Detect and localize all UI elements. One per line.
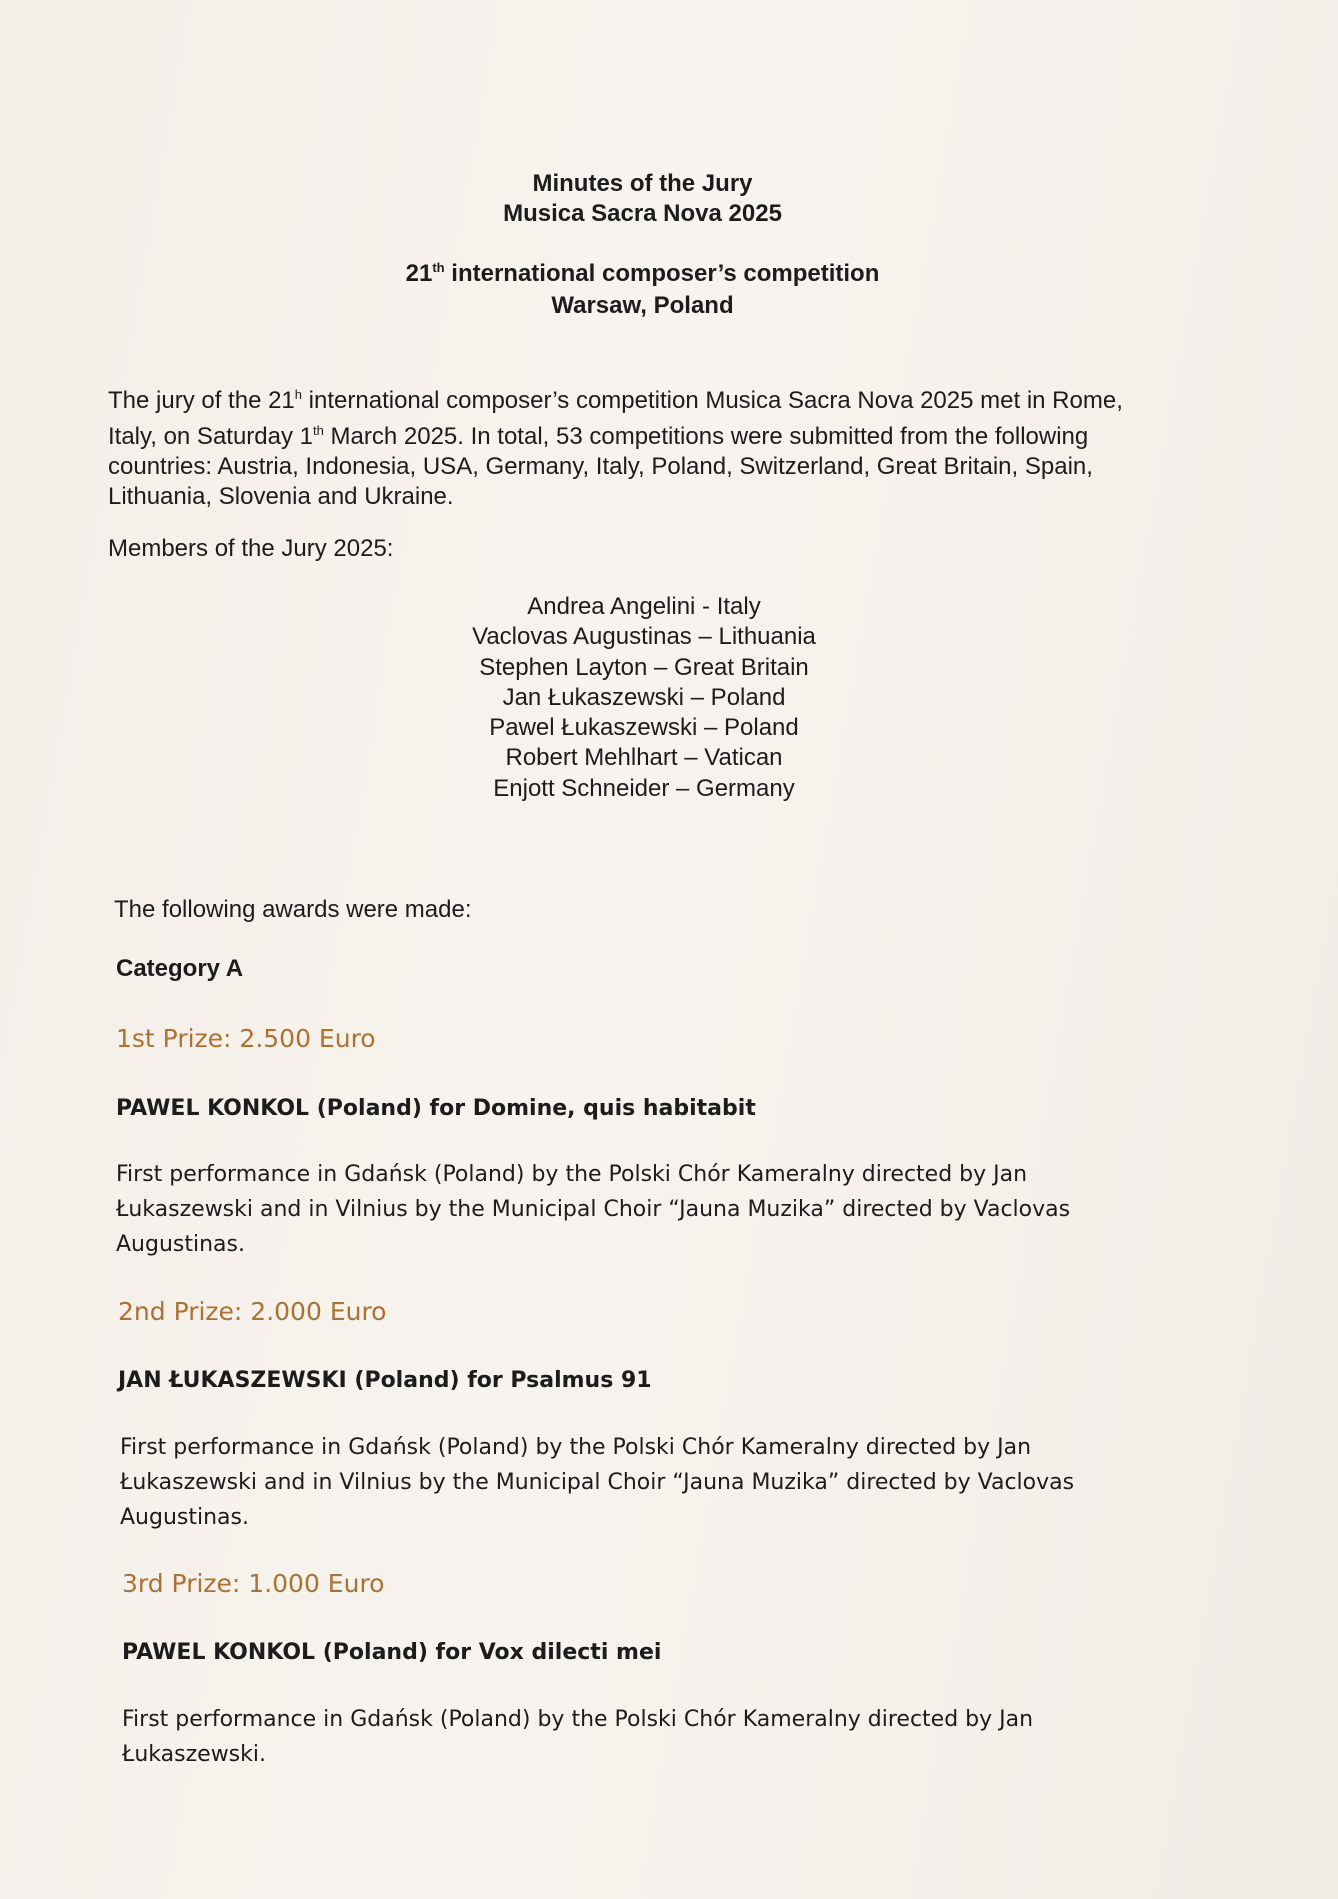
- competition-ordinal: th: [432, 260, 445, 275]
- performance-line: First performance in Gdańsk (Poland) by the Polski Chór Kameralny directed by Jan: [120, 1435, 1032, 1460]
- prize-winner-1: PAWEL KONKOL (Poland) for Domine, quis habitabit: [116, 1096, 756, 1121]
- intro-sup-a: h: [294, 387, 303, 402]
- prize-performance-3: [122, 1702, 1142, 1772]
- jury-member: Pawel Łukaszewski – Poland: [489, 714, 799, 742]
- competition-line: [0, 260, 1285, 288]
- jury-member: Andrea Angelini - Italy: [527, 593, 761, 620]
- prize-performance-1: [116, 1157, 1136, 1262]
- intro-part-c: March 2025. In total, 53 competitions were submitted from the following countries: Austria, Indonesia, USA, Germany, Italy, Poland, Switzerland, Great Britain, Spain, Lithuania, Slovenia and Ukraine.: [108, 423, 1093, 510]
- prize-winner-3: PAWEL KONKOL (Poland) for Vox dilecti mei: [122, 1640, 662, 1665]
- competition-text: international composer’s competition: [444, 260, 880, 287]
- jury-member: Enjott Schneider – Germany: [493, 774, 795, 802]
- jury-list: [0, 592, 1288, 804]
- document-title: Minutes of the Jury: [532, 170, 753, 197]
- prize-title-2: 2nd Prize: 2.000 Euro: [118, 1297, 387, 1326]
- performance-line: Augustinas.: [116, 1232, 245, 1257]
- prize-title-1: 1st Prize: 2.500 Euro: [116, 1024, 376, 1053]
- prize-title-3: 3rd Prize: 1.000 Euro: [122, 1569, 385, 1598]
- intro-part-a: The jury of the 21: [108, 387, 295, 414]
- intro-part-b: international composer’s competition Musica Sacra Nova 2025 met in Rome, Italy, on Saturday 1: [108, 387, 1123, 450]
- competition-number: 21: [405, 260, 433, 287]
- performance-line: Łukaszewski and in Vilnius by the Municipal Choir “Jauna Muzika” directed by Vaclovas: [120, 1470, 1075, 1495]
- jury-member: Jan Łukaszewski – Poland: [502, 683, 786, 711]
- awards-label: The following awards were made:: [114, 896, 472, 923]
- performance-line: First performance in Gdańsk (Poland) by the Polski Chór Kameralny directed by Jan: [116, 1162, 1028, 1187]
- document-subtitle: Musica Sacra Nova 2025: [503, 200, 782, 227]
- performance-line: Augustinas.: [120, 1505, 249, 1530]
- intro-paragraph: [108, 380, 1168, 512]
- performance-line: Łukaszewski and in Vilnius by the Municipal Choir “Jauna Muzika” directed by Vaclovas: [116, 1197, 1071, 1222]
- jury-member: Vaclovas Augustinas – Lithuania: [472, 623, 816, 651]
- prize-winner-2: JAN ŁUKASZEWSKI (Poland) for Psalmus 91: [118, 1368, 652, 1393]
- location-line: Warsaw, Poland: [551, 292, 734, 319]
- prize-performance-2: [120, 1430, 1140, 1535]
- jury-member: Stephen Layton – Great Britain: [479, 653, 809, 681]
- category-heading: Category A: [116, 955, 244, 982]
- performance-line: First performance in Gdańsk (Poland) by the Polski Chór Kameralny directed by Jan: [122, 1707, 1034, 1732]
- jury-member: Robert Mehlhart – Vatican: [505, 744, 783, 772]
- members-label: Members of the Jury 2025:: [108, 535, 394, 562]
- intro-sup-b: th: [313, 423, 324, 438]
- performance-line: Łukaszewski.: [122, 1742, 266, 1767]
